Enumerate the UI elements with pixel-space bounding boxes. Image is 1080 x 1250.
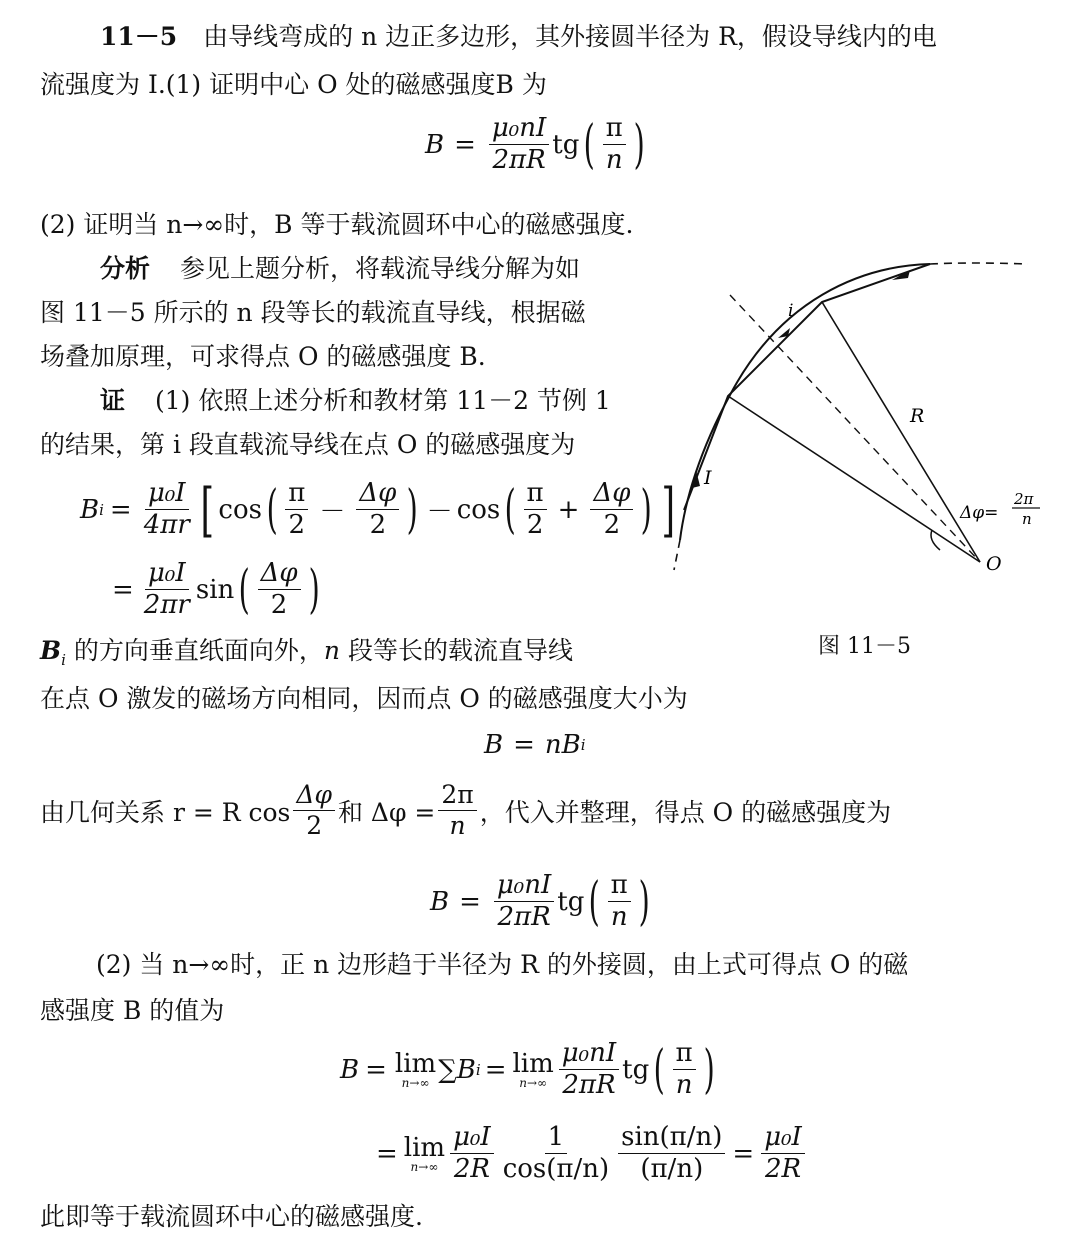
figure-11-5 (660, 240, 1060, 600)
eq1-lhs: B (425, 129, 445, 160)
eq6-equals: = (459, 886, 481, 917)
analysis-line-2: 图 11－5 所示的 n 段等长的载流直导线，根据磁 (40, 298, 586, 327)
label-dphi: Δφ= (960, 503, 999, 523)
eq8-equals: = (376, 1138, 398, 1169)
eq8-limsub: n→∞ (410, 1159, 439, 1174)
eq7-tg: tg (622, 1054, 650, 1085)
eq3-two: 2 (270, 590, 288, 621)
eq2-plus: + (557, 494, 580, 525)
eq6-den: 2πR (497, 902, 551, 933)
eq1-arg-den: n (605, 145, 623, 176)
eq1-den: 2πR (492, 145, 546, 176)
eq2-minus2: － (426, 497, 453, 528)
eq2-cos2: cos (456, 494, 501, 525)
eq8-one: 1 (545, 1124, 568, 1154)
eq2-two3: 2 (526, 510, 544, 541)
eq7-lim1: lim (394, 1048, 437, 1079)
equation-bi: B i = $\frac{\text{μ₀I}}{4\pi r}$ [ cos ( $\frac{\pi}{2}$ － $\frac{\Delta\varphi}{2}$ ) － cos ( $\frac{\pi}{2}$ + $\frac{\Delta\varphi}{2}$ ) ] (80, 475, 675, 544)
eq8-cos: cos(π/n) (502, 1154, 610, 1185)
proof-line-6: (2) 当 n→∞时，正 n 边形趋于半径为 R 的外接圆，由上式可得点 O 的磁 (96, 950, 909, 979)
proof-line-5 (40, 782, 891, 840)
analysis-line-1 (100, 252, 580, 286)
eq1-frac (489, 115, 549, 175)
eq8-equals2: = (732, 1138, 755, 1169)
label-2pi: 2π (1014, 490, 1034, 508)
eq4-lhs: B (484, 730, 504, 760)
conclusion: 此即等于载流圆环中心的磁感强度. (40, 1202, 423, 1231)
proof-line-1 (100, 384, 611, 418)
eq2-den: 4πr (143, 510, 190, 541)
eq5-n: n (449, 811, 466, 841)
eq8-num2: μ₀I (761, 1124, 805, 1154)
eq8-den: 2R (453, 1154, 490, 1185)
eq2-two4: 2 (603, 510, 621, 541)
eq8-num: μ₀I (450, 1124, 494, 1154)
problem-line-1 (100, 20, 937, 54)
proof-label: 证 (100, 386, 126, 415)
eq3-dphi: Δφ (258, 560, 301, 590)
eq7-limsub2: n→∞ (519, 1075, 548, 1090)
problem-text-2: 流强度为 I.(1) 证明中心 O 处的磁感强度B 为 (40, 70, 547, 99)
circumcircle-arc-dashed-bottom (674, 540, 680, 570)
eq6-tg: tg (557, 886, 585, 917)
eq2-num: μ₀I (145, 480, 189, 510)
label-i: i (788, 301, 794, 321)
eq1-num: μ₀nI (489, 115, 549, 145)
eq1-tg: tg (552, 129, 580, 160)
eq7-sum: ∑ (438, 1054, 457, 1085)
label-R: R (910, 405, 925, 427)
eq7-limsub1: n→∞ (401, 1075, 430, 1090)
eq1-arg-num: π (603, 115, 626, 145)
eq7-lim2: lim (512, 1048, 554, 1079)
radius-1 (822, 302, 980, 562)
equation-limit-2 (372, 1124, 808, 1184)
eq6-num: μ₀nI (494, 872, 554, 902)
eq2-minus1: － (319, 497, 346, 528)
eq2-pi2: π (524, 480, 547, 510)
eq8-lim: lim (403, 1132, 446, 1163)
eq6-pi: π (608, 872, 631, 902)
eq2-pi1: π (285, 480, 308, 510)
problem-part-2: (2) 证明当 n→∞时，B 等于载流圆环中心的磁感强度. (40, 210, 634, 239)
eq8-pin: (π/n) (640, 1154, 704, 1185)
label-O: O (986, 553, 1002, 575)
problem-number: 11－5 (100, 22, 178, 51)
polygon-edges (684, 264, 930, 510)
radius-2 (728, 396, 980, 562)
eq3-num: μ₀I (145, 560, 189, 590)
equation-limit-1: B = lim n→∞ ∑ B i = lim n→∞ $\frac{\text{μ₀nI}}{2\pi R}$ tg ( $\frac{\pi}{n}$ ) (340, 1038, 715, 1101)
proof-text-5a: 由几何关系 r = R cos (40, 797, 291, 827)
proof-text-5b: 和 Δφ = (337, 797, 436, 827)
eq7-lhs: B (340, 1054, 360, 1085)
equation-bi-2: = $\frac{\text{μ₀I}}{2\pi r}$ sin ( $\frac{\Delta\varphi}{2}$ ) (112, 558, 320, 621)
eq2-equals: = (109, 494, 132, 525)
eq2-two1: 2 (288, 510, 306, 541)
eq7-equals2: = (484, 1054, 507, 1085)
problem-text-1: 由导线弯成的 n 边正多边形，其外接圆半径为 R，假设导线内的电 (203, 22, 937, 51)
eq7-equals: = (365, 1054, 387, 1085)
eq2-two2: 2 (369, 510, 387, 541)
equation-result: B = $\frac{\text{μ₀nI}}{2\pi R}$ tg ( $\frac{\pi}{n}$ ) (430, 870, 650, 933)
eq6-n: n (610, 902, 628, 933)
analysis-label: 分析 (100, 254, 151, 283)
eq5-dphi: Δφ (293, 782, 335, 811)
eq8-den2: 2R (764, 1154, 802, 1185)
equation-nbi: B = nB i (484, 730, 586, 760)
proof-text-5c: ，代入并整理，得点 O 的磁感强度为 (479, 797, 892, 827)
eq7-den: 2πR (562, 1070, 616, 1101)
circumcircle-arc (680, 264, 930, 540)
eq2-dphi1: Δφ (356, 480, 399, 510)
eq2-dphi2: Δφ (590, 480, 633, 510)
eq2-cos1: cos (218, 494, 262, 525)
eq3-equals: = (112, 574, 134, 605)
proof-line-4: 在点 O 激发的磁场方向相同，因而点 O 的磁感强度大小为 (40, 684, 688, 713)
eq7-num: μ₀nI (559, 1040, 619, 1070)
eq1-equals: = (454, 129, 476, 160)
eq2-lhs-sub: i (99, 500, 104, 519)
circumcircle-arc-dashed-top (930, 263, 1028, 264)
eq1-arg (603, 115, 626, 175)
eq2-frac (141, 480, 193, 540)
proof-line-2: 的结果，第 i 段直载流导线在点 O 的磁感强度为 (40, 430, 576, 459)
eq4-rhs: nB (544, 730, 581, 760)
perpendicular-dashed (730, 295, 980, 562)
figure-caption: 图 11－5 (818, 634, 911, 659)
eq2-lhs: B (80, 494, 100, 525)
eq7-n: n (675, 1070, 693, 1101)
eq3-den: 2πr (143, 590, 190, 621)
eq8-sin: sin(π/n) (618, 1124, 725, 1154)
proof-line-7: 感强度 B 的值为 (40, 996, 225, 1025)
eq4-equals: = (513, 730, 535, 760)
proof-text-1: (1) 依照上述分析和教材第 11－2 节例 1 (154, 386, 611, 415)
label-n: n (1022, 510, 1032, 528)
analysis-line-3: 场叠加原理，可求得点 O 的磁感强度 B. (40, 342, 486, 371)
equation-1: B = $\frac{\text{μ₀nI}}{2\pi R}$ tg ( $\frac{\pi}{n}$ ) (425, 113, 645, 176)
eq5-2pi: 2π (438, 782, 476, 811)
eq6-lhs: B (430, 886, 450, 917)
eq3-sin: sin (195, 574, 235, 605)
analysis-text-1: 参见上题分析，将载流导线分解为如 (179, 254, 580, 283)
label-I: I (704, 467, 712, 489)
eq7-pi: π (673, 1040, 696, 1070)
proof-line-3: $B_i$ 的方向垂直纸面向外，n 段等长的载流直导线 (40, 636, 573, 669)
eq5-two: 2 (306, 811, 323, 841)
